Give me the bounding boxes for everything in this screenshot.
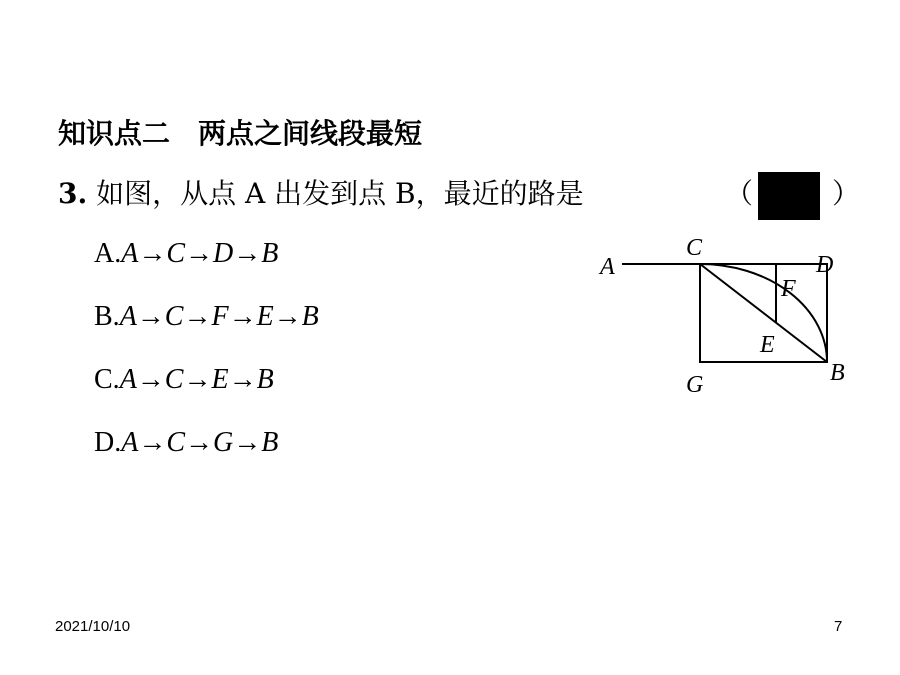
footer-date: 2021/10/10 bbox=[55, 618, 131, 635]
option-b bbox=[94, 301, 319, 333]
option-letter: A. bbox=[94, 238, 122, 269]
section-title: 知识点二 两点之间线段最短 bbox=[58, 117, 423, 150]
option-letter: D. bbox=[94, 427, 122, 458]
option-path: A→C→F→E→B bbox=[119, 301, 319, 332]
label-g: G bbox=[686, 372, 704, 398]
question-body: 如图，从点 A 出发到点 B，最近的路是 bbox=[87, 177, 584, 210]
geometry-diagram bbox=[590, 230, 860, 400]
label-b: B bbox=[830, 360, 845, 386]
option-letter: C. bbox=[94, 364, 120, 395]
option-path: A→C→D→B bbox=[121, 238, 279, 269]
option-a bbox=[94, 238, 278, 270]
option-d bbox=[94, 427, 278, 459]
label-d: D bbox=[816, 252, 834, 278]
answer-paren-close: ） bbox=[832, 177, 861, 210]
question-text bbox=[58, 172, 584, 212]
option-path: A→C→G→B bbox=[121, 427, 279, 458]
label-c: C bbox=[686, 235, 703, 261]
option-letter: B. bbox=[94, 301, 120, 332]
label-e: E bbox=[760, 332, 775, 358]
label-f: F bbox=[781, 276, 796, 302]
label-a: A bbox=[600, 254, 615, 280]
option-path: A→C→E→B bbox=[119, 364, 274, 395]
option-c bbox=[94, 364, 274, 396]
footer-page-number: 7 bbox=[834, 618, 843, 635]
question-number: 3. bbox=[58, 177, 88, 210]
answer-redaction-box bbox=[758, 172, 820, 220]
answer-paren-open: （ bbox=[725, 177, 754, 210]
